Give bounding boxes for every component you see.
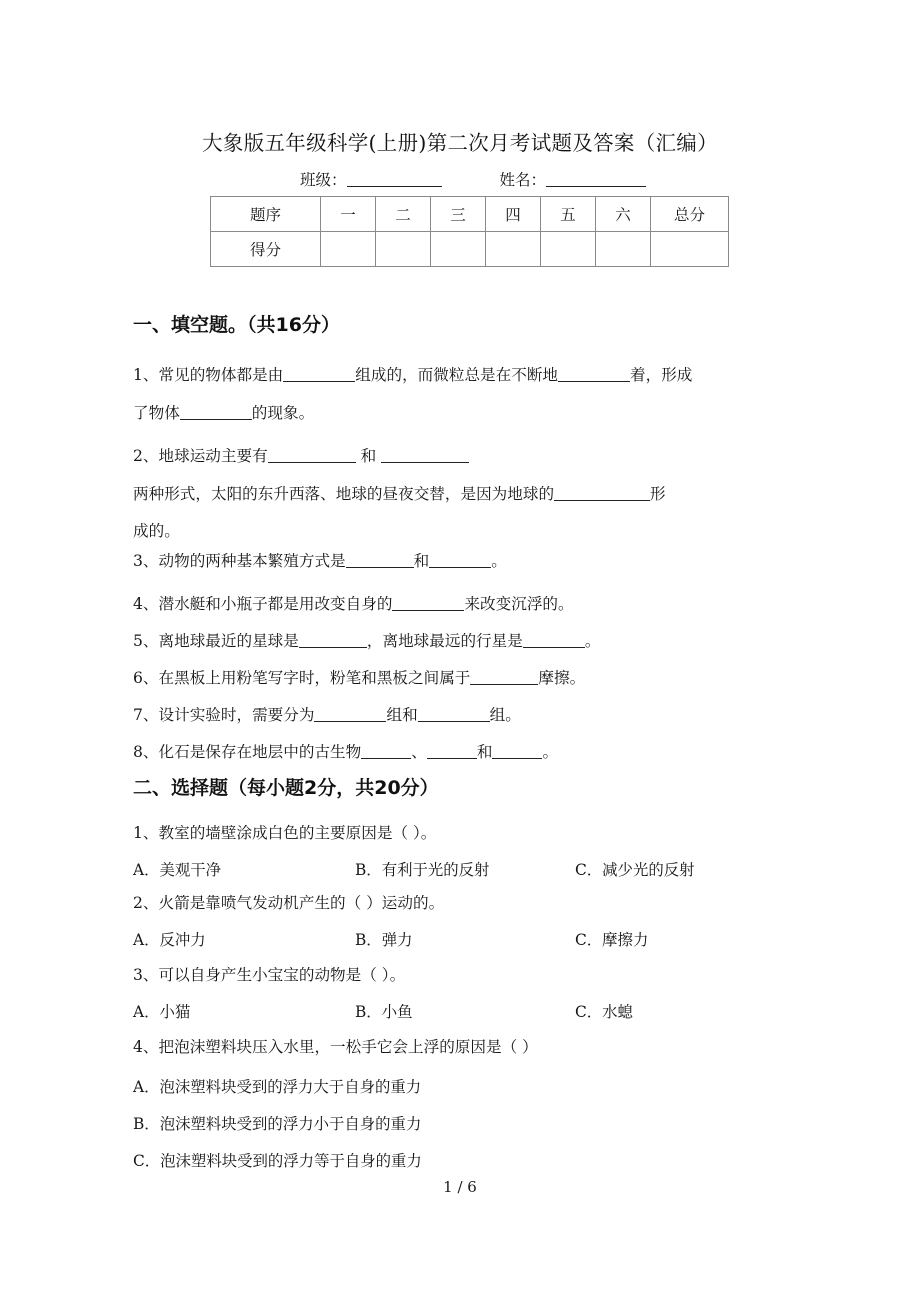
- class-label: 班级：: [300, 171, 347, 189]
- question-number: 1、: [133, 824, 159, 842]
- question-text: 形: [650, 485, 666, 503]
- answer-blank[interactable]: [381, 449, 469, 463]
- question-number: 8、: [133, 743, 159, 761]
- answer-blank[interactable]: [299, 634, 367, 648]
- name-label: 姓名：: [499, 171, 547, 189]
- choice-question-4-option-b-row: [133, 1112, 813, 1134]
- question-text: 在黑板上用粉笔写字时，粉笔和黑板之间属于: [158, 669, 471, 687]
- score-row-label: 得分: [211, 232, 321, 267]
- choice-question-4-option-c-row: [133, 1149, 813, 1171]
- choice-question-2-options: [133, 928, 813, 950]
- option-a[interactable]: A．反冲力: [133, 931, 206, 949]
- question-number: 1、: [133, 366, 159, 384]
- score-table-header-cell: 四: [486, 197, 541, 232]
- question-text: 了物体: [133, 404, 180, 422]
- fill-question-4: [133, 594, 574, 614]
- fill-question-2-line-1: [133, 446, 469, 466]
- choice-question-1-stem: [133, 823, 436, 843]
- choice-question-2-stem: [133, 893, 444, 913]
- question-text: 和: [413, 552, 430, 570]
- option-a[interactable]: A．泡沫塑料块受到的浮力大于自身的重力: [133, 1078, 422, 1096]
- option-b[interactable]: B．泡沫塑料块受到的浮力小于自身的重力: [133, 1115, 422, 1133]
- question-number: 4、: [133, 1038, 159, 1056]
- question-text: 。: [542, 743, 559, 761]
- question-text: 着，形成: [630, 366, 693, 384]
- question-text: 来改变沉浮的。: [464, 595, 574, 613]
- score-cell[interactable]: [651, 232, 729, 267]
- fill-question-8: [133, 742, 558, 762]
- choice-question-3-options: [133, 1000, 813, 1022]
- score-table-header-cell: 三: [431, 197, 486, 232]
- score-table-header-cell: 五: [541, 197, 596, 232]
- choice-question-4-stem: [133, 1037, 538, 1057]
- question-text: 和: [355, 447, 382, 465]
- identity-line: [300, 168, 646, 190]
- option-c[interactable]: C．减少光的反射: [575, 861, 695, 879]
- question-number: 2、: [133, 894, 159, 912]
- section-heading-multiple-choice: 二、选择题（每小题2分，共20分）: [133, 777, 439, 799]
- fill-question-6: [133, 668, 585, 688]
- score-cell[interactable]: [431, 232, 486, 267]
- score-table-header-cell: 二: [376, 197, 431, 232]
- question-number: 2、: [133, 447, 159, 465]
- score-cell[interactable]: [541, 232, 596, 267]
- answer-blank[interactable]: [429, 554, 491, 568]
- answer-blank[interactable]: [554, 487, 650, 501]
- question-number: 5、: [133, 632, 159, 650]
- answer-blank[interactable]: [427, 745, 477, 759]
- question-text: 成的。: [133, 522, 180, 540]
- question-text: 常见的物体都是由: [158, 366, 284, 384]
- question-number: 7、: [133, 706, 159, 724]
- option-b[interactable]: B．小鱼: [355, 1003, 413, 1021]
- score-table-header-cell: 题序: [211, 197, 321, 232]
- question-text: 潜水艇和小瓶子都是用改变自身的: [158, 595, 393, 613]
- score-table-header-cell: 六: [596, 197, 651, 232]
- question-text: 组和: [386, 706, 418, 724]
- fill-question-7: [133, 705, 521, 725]
- score-cell[interactable]: [376, 232, 431, 267]
- question-text: 两种形式，太阳的东升西落、地球的昼夜交替，是因为地球的: [133, 485, 555, 503]
- answer-blank[interactable]: [346, 554, 414, 568]
- option-c[interactable]: C．摩擦力: [575, 931, 649, 949]
- question-text: 组成的，而微粒总是在不断地: [355, 366, 559, 384]
- question-text: 化石是保存在地层中的古生物: [158, 743, 362, 761]
- score-table-header-cell: 一: [321, 197, 376, 232]
- fill-question-5: [133, 631, 600, 651]
- fill-question-1: [133, 356, 793, 432]
- question-text: 和: [476, 743, 493, 761]
- answer-blank[interactable]: [180, 406, 252, 420]
- answer-blank[interactable]: [283, 368, 355, 382]
- question-text: 可以自身产生小宝宝的动物是（ ）。: [158, 966, 406, 984]
- answer-blank[interactable]: [314, 708, 386, 722]
- fill-question-3: [133, 551, 507, 571]
- question-number: 4、: [133, 595, 159, 613]
- score-table-header-cell: 总分: [651, 197, 729, 232]
- answer-blank[interactable]: [492, 745, 542, 759]
- answer-blank[interactable]: [418, 708, 490, 722]
- question-text: 地球运动主要有: [158, 447, 268, 465]
- answer-blank[interactable]: [361, 745, 411, 759]
- question-text: ，离地球最远的行星是: [366, 632, 523, 650]
- table-row: [211, 197, 729, 232]
- answer-blank[interactable]: [558, 368, 630, 382]
- question-text: 摩擦。: [538, 669, 586, 687]
- question-text: 火箭是靠喷气发动机产生的（ ）运动的。: [158, 894, 445, 912]
- question-text: 。: [584, 632, 601, 650]
- fill-question-2-line-2: [133, 484, 666, 504]
- answer-blank[interactable]: [392, 597, 464, 611]
- score-cell[interactable]: [596, 232, 651, 267]
- question-number: 6、: [133, 669, 159, 687]
- question-number: 3、: [133, 552, 159, 570]
- answer-blank[interactable]: [523, 634, 585, 648]
- score-cell[interactable]: [486, 232, 541, 267]
- question-text: 的现象。: [251, 404, 315, 422]
- fill-question-2-line-3: [133, 521, 180, 541]
- question-text: 把泡沫塑料块压入水里，一松手它会上浮的原因是（ ）: [158, 1038, 538, 1056]
- score-cell[interactable]: [321, 232, 376, 267]
- question-text: 。: [491, 552, 507, 570]
- page-number-footer: 1 / 6: [443, 1178, 477, 1196]
- choice-question-3-stem: [133, 965, 405, 985]
- question-text: 组。: [489, 706, 521, 724]
- choice-question-1-options: [133, 858, 813, 880]
- class-blank[interactable]: [347, 172, 442, 187]
- question-text: 离地球最近的星球是: [158, 632, 299, 650]
- option-a[interactable]: A．小猫: [133, 1003, 191, 1021]
- choice-question-4-option-a-row: [133, 1075, 813, 1097]
- page-title: 大象版五年级科学(上册)第二次月考试题及答案（汇编）: [202, 131, 718, 155]
- score-table: [210, 196, 729, 267]
- question-text: 、: [411, 743, 427, 761]
- table-row: [211, 232, 729, 267]
- option-c[interactable]: C．泡沫塑料块受到的浮力等于自身的重力: [133, 1152, 422, 1170]
- question-text: 教室的墙壁涂成白色的主要原因是（ ）。: [158, 824, 437, 842]
- section-heading-fill-in-blank: 一、填空题。（共16分）: [133, 314, 340, 336]
- name-blank[interactable]: [546, 172, 646, 187]
- answer-blank[interactable]: [268, 449, 356, 463]
- option-b[interactable]: B．有利于光的反射: [355, 861, 490, 879]
- question-text: 设计实验时，需要分为: [158, 706, 315, 724]
- option-c[interactable]: C．水螅: [575, 1003, 633, 1021]
- answer-blank[interactable]: [470, 671, 538, 685]
- question-number: 3、: [133, 966, 159, 984]
- option-a[interactable]: A．美观干净: [133, 861, 222, 879]
- option-b[interactable]: B．弹力: [355, 931, 413, 949]
- question-text: 动物的两种基本繁殖方式是: [158, 552, 346, 570]
